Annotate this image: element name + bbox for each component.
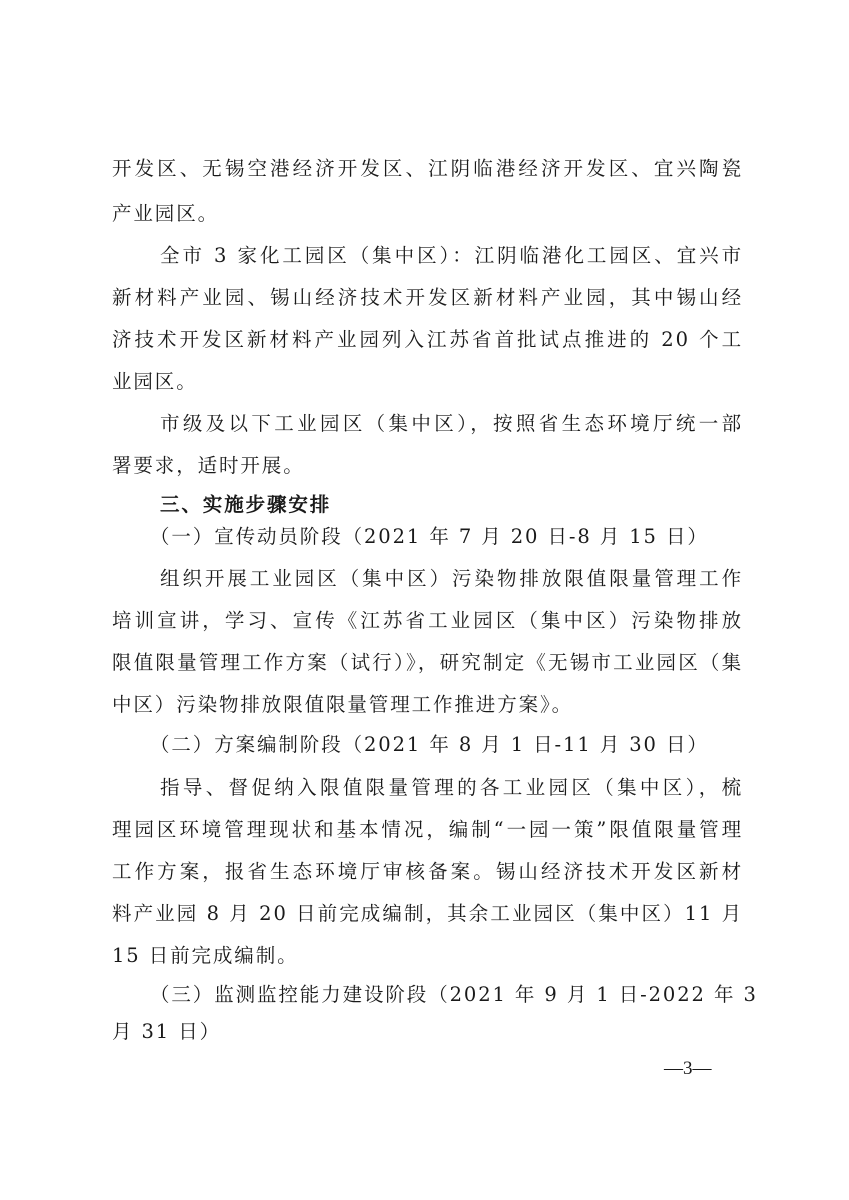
paragraph-line: 市级及以下工业园区（集中区），按照省生态环境厅统一部 bbox=[160, 412, 743, 435]
page-number: —3— bbox=[664, 1058, 712, 1079]
paragraph-line: 署要求，适时开展。 bbox=[112, 454, 305, 477]
paragraph-line: 新材料产业园、锡山经济技术开发区新材料产业园，其中锡山经 bbox=[112, 286, 743, 309]
paragraph-line: 限值限量管理工作方案（试行）》，研究制定《无锡市工业园区（集 bbox=[112, 651, 743, 674]
paragraph-line: 开发区、无锡空港经济开发区、江阴临港经济开发区、宜兴陶瓷 bbox=[112, 157, 743, 180]
paragraph-line: 理园区环境管理现状和基本情况，编制“一园一策”限值限量管理 bbox=[112, 818, 743, 841]
paragraph-line: 培训宣讲，学习、宣传《江苏省工业园区（集中区）污染物排放 bbox=[112, 609, 743, 632]
paragraph-line: 业园区。 bbox=[112, 370, 198, 393]
paragraph-line: 全市 3 家化工园区（集中区）：江阴临港化工园区、宜兴市 bbox=[160, 244, 743, 267]
paragraph-line: 中区）污染物排放限值限量管理工作推进方案》。 bbox=[112, 693, 574, 716]
paragraph-line: 15 日前完成编制。 bbox=[112, 944, 299, 967]
paragraph-line: 济技术开发区新材料产业园列入江苏省首批试点推进的 20 个工 bbox=[112, 328, 743, 351]
section-heading: 三、实施步骤安排 bbox=[160, 493, 332, 516]
paragraph-line: 组织开展工业园区（集中区）污染物排放限值限量管理工作 bbox=[160, 567, 743, 590]
paragraph-line: 工作方案，报省生态环境厅审核备案。锡山经济技术开发区新材 bbox=[112, 860, 743, 883]
paragraph-line: 料产业园 8 月 20 日前完成编制，其余工业园区（集中区）11 月 bbox=[112, 902, 743, 925]
paragraph-line: 指导、督促纳入限值限量管理的各工业园区（集中区），梳 bbox=[160, 776, 743, 799]
paragraph-line: 产业园区。 bbox=[112, 202, 220, 225]
subsection-heading: （一）宣传动员阶段（2021 年 7 月 20 日-8 月 15 日） bbox=[150, 525, 709, 548]
subsection-heading: （二）方案编制阶段（2021 年 8 月 1 日-11 月 30 日） bbox=[150, 733, 709, 756]
subsection-heading: （三）监测监控能力建设阶段（2021 年 9 月 1 日-2022 年 3 bbox=[150, 983, 758, 1006]
subsection-heading-continued: 月 31 日） bbox=[112, 1020, 222, 1043]
